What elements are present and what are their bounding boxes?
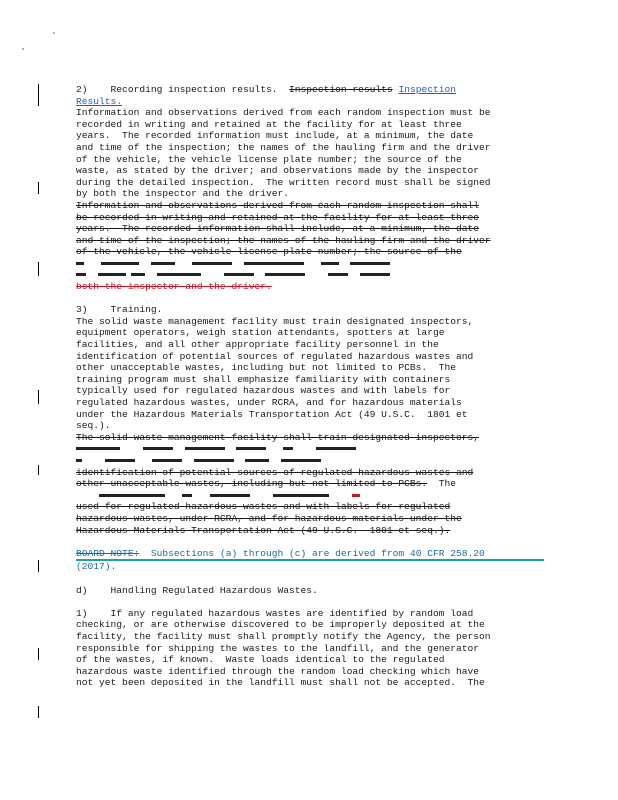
body-line: other unacceptable wastes, including but not limited to PCBs. The [76, 362, 456, 374]
body-line: and time of the inspection; the names of the hauling firm and the driver [76, 141, 491, 153]
redacted-line [76, 270, 544, 282]
struck-heading: Inspection results [289, 84, 393, 95]
heading-number: 3) [76, 304, 88, 316]
board-note-label: BOARD NOTE: [76, 547, 140, 559]
body-line: The solid waste management facility must train designated inspectors, [76, 315, 474, 327]
revision-bar [38, 182, 39, 194]
redacted-line [76, 490, 544, 502]
revision-bar [38, 465, 39, 475]
tail-text: The [438, 478, 456, 490]
body-line: years. The recorded information must include, at a minimum, the date [76, 130, 474, 142]
revision-bar [38, 706, 39, 718]
section-heading [76, 585, 544, 597]
body-line: waste, as stated by the driver; and observations made by the inspector [76, 165, 480, 177]
body-line: typically used for regulated hazardous wastes and with labels for [76, 385, 451, 397]
board-note-text: Subsections (a) through (c) are derived from 40 CFR 258.20 [150, 547, 485, 559]
heading-text: Training. [110, 304, 163, 316]
struck-line: be recorded in writing and retained at the facility for at least three [76, 211, 480, 223]
struck-text: other unacceptable wastes, including but not limited to PCBs. [76, 478, 428, 490]
revision-bar [38, 648, 39, 660]
section-title: Handling Regulated Hazardous Wastes. [110, 584, 318, 596]
body-line: seq.). [76, 420, 111, 432]
document-page [76, 84, 544, 689]
body-line: checking, or are otherwise discovered to be improperly deposited at the [76, 619, 485, 631]
body-line: not yet been deposited in the landfill must shall not be accepted. The [76, 677, 485, 689]
body-line: responsible for shipping the wastes to the landfill, and the generator [76, 642, 480, 654]
body-line: during the detailed inspection. The written record must shall be signed [76, 176, 491, 188]
struck-line: of the vehicle, the vehicle license plate number; the source of the [76, 246, 462, 258]
struck-line: Information and observations derived from each random inspection shall [76, 199, 480, 211]
body-line: of the wastes, if known. Waste loads identical to the regulated [76, 654, 445, 666]
struck-inserted-line: both the inspector and the driver. [76, 281, 272, 293]
body-line: of the vehicle, the vehicle license plate number; the source of the [76, 153, 462, 165]
body-line: identification of potential sources of regulated hazardous wastes and [76, 350, 474, 362]
struck-line: and time of the inspection; the names of the hauling firm and the driver [76, 234, 491, 246]
body-line: facility, the facility must shall promptly notify the Agency, the person [76, 630, 491, 642]
redacted-line [76, 455, 544, 467]
struck-line: years. The recorded information shall include, at a minimum, the date [76, 223, 480, 235]
struck-line-with-tail [76, 478, 544, 490]
scan-speck [22, 48, 24, 50]
revision-bar [38, 560, 39, 572]
heading-text: Recording inspection results. [110, 84, 278, 95]
inserted-heading: Inspection [398, 84, 457, 95]
struck-line: identification of potential sources of regulated hazardous wastes and [76, 466, 474, 478]
board-note-cont: (2017). [76, 561, 117, 573]
heading-number: 2) [76, 84, 88, 95]
revision-bar [38, 84, 39, 106]
struck-line: used for regulated hazardous wastes and with labels for regulated [76, 501, 451, 513]
body-line: training program must shall emphasize familiarity with containers [76, 373, 451, 385]
section-letter: d) [76, 584, 88, 596]
inserted-heading-cont: Results. [76, 95, 123, 107]
body-line: by both the inspector and the driver. [76, 188, 290, 200]
body-line: equipment operators, weigh station attendants, spotters at large [76, 327, 445, 339]
body-line: hazardous waste identified through the random load checking which have [76, 665, 480, 677]
revision-bar [38, 390, 39, 404]
redacted-line [76, 258, 544, 270]
body-line [76, 608, 544, 620]
body-line: Information and observations derived from each random inspection must be [76, 107, 491, 119]
board-note [76, 548, 544, 562]
body-line: facilities, and all other appropriate facility personnel in the [76, 339, 439, 351]
revision-bar [38, 262, 39, 276]
section-heading [76, 84, 544, 96]
body-line: under the Hazardous Materials Transportation Act (49 U.S.C. 1801 et [76, 408, 468, 420]
paragraph-number: 1) [76, 607, 88, 619]
body-line: regulated hazardous wastes, under RCRA, and for hazardous materials [76, 397, 462, 409]
struck-line: hazardous wastes, under RCRA, and for hazardous materials under the [76, 512, 462, 524]
struck-line: The solid waste management facility shall train designated inspectors, [76, 431, 480, 443]
section-heading [76, 304, 544, 316]
body-line: recorded in writing and retained at the facility for at least three [76, 118, 462, 130]
struck-line: Hazardous Materials Transportation Act (49 U.S.C. 1801 et seq.). [76, 524, 451, 536]
body-text: If any regulated hazardous wastes are identified by random load [110, 607, 474, 619]
redacted-line [76, 443, 544, 455]
scan-speck [53, 32, 55, 34]
